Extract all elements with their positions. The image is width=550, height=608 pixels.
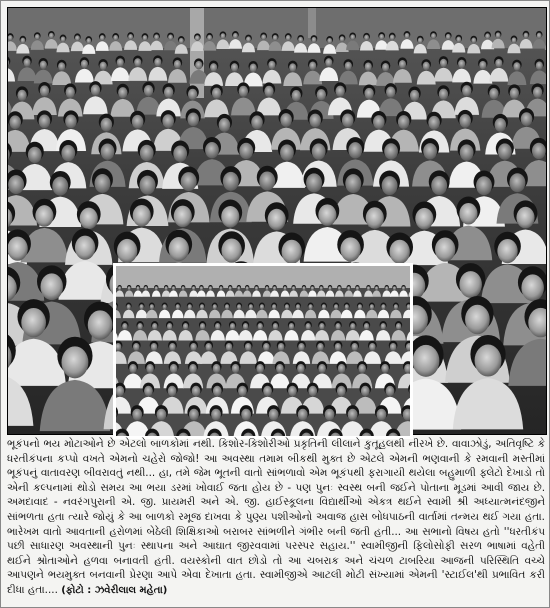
article-body [7, 437, 545, 603]
photo-credit: (ફોટો : ઝવેરીલાલ મહેતા) [61, 584, 168, 596]
inset-crowd-drawing [116, 266, 410, 436]
inset-crowd-photo [113, 263, 413, 439]
article-text: ભૂકંપનો ભય મોટાઓને છે એટલો બાળકોમાં નથી. કિશોર-કિશોરીઓ પ્રકૃતિની લીલાને કુતૂહલથી નીરખે છે. વાવાઝોડું, અતિવૃષ્ટિ કે ધરતીકંપના કપ્પો વખતે એમનો ચહેરો જોજો! આ અવસ્થા તમામ બીકથી મુક્ત છે એટલે એમની ભણવાની કે રમવાની મસ્તીમાં ભૂકંપનું વાતાવરણ બીવરાવતું નથી... હા, તમે જેમ ભૂતની વાતો સાંભળાવો એમ ભૂકંપથી ફરાગાયી થયેલા બહુમાળી ફ્લેટો દેખાડો તો એની કલ્પનામાં થોડો સમય આ ભયા ડરમાં ખોવાઈ જતા હોય છે - પણ પુનઃ સ્વસ્થ બની જઈને પોતાના મૂડમાં આવી જાય છે. અમદાવાદ - નવરંગપુરાની એ. જી. પ્રાયમરી અને એ. જી. હાઈસ્કૂલના વિદ્યાર્થીઓ એકત્ર થઈને સ્વામી શ્રી અધ્યાત્મનંદજીને સાંભળતા હતા ત્યારે જોયું કે આ બાળકો રમૂજ દાખવા કે પુણ્ય પશીઓનો અવાજ હાસ બોધપાઠની વાર્તામાં તન્મય થઈ ગયા હતા. ભારેખમ વાતો આવતાની હરોળમાં બેઠેલી શિક્ષિકાઓ બરાબર સાંભળીને ગંભીર બની જતી હતી... આ સભાનો વિષય હતો ''ધરતીકંપ પછી સાધારણ અવસ્થાની પુનઃ સ્થાપના અને આઘાત જીરવવામાં પરસ્પર સહાય.'' સ્વામીજીની ફિલોસોફી સરળ ભાષામાં વહેતી થઈને શ્રોતાઓને હળવા બનાવતી હતી. વયસ્કોની વાત છોડો તો આ ચબરાક અને ચંચળ ટાબરિયા આજની પરિસ્થિતિ વચ્ચે આપણને ભયમુક્ત બનવાની પ્રેરણા આપે એવા દેખાતા હતા. સ્વામીજીએ આટલી મોટી સંખ્યામાં એમની 'સ્ટાઈલ'થી પ્રભાવિત કરી દીધા હતા.... [7, 438, 545, 596]
